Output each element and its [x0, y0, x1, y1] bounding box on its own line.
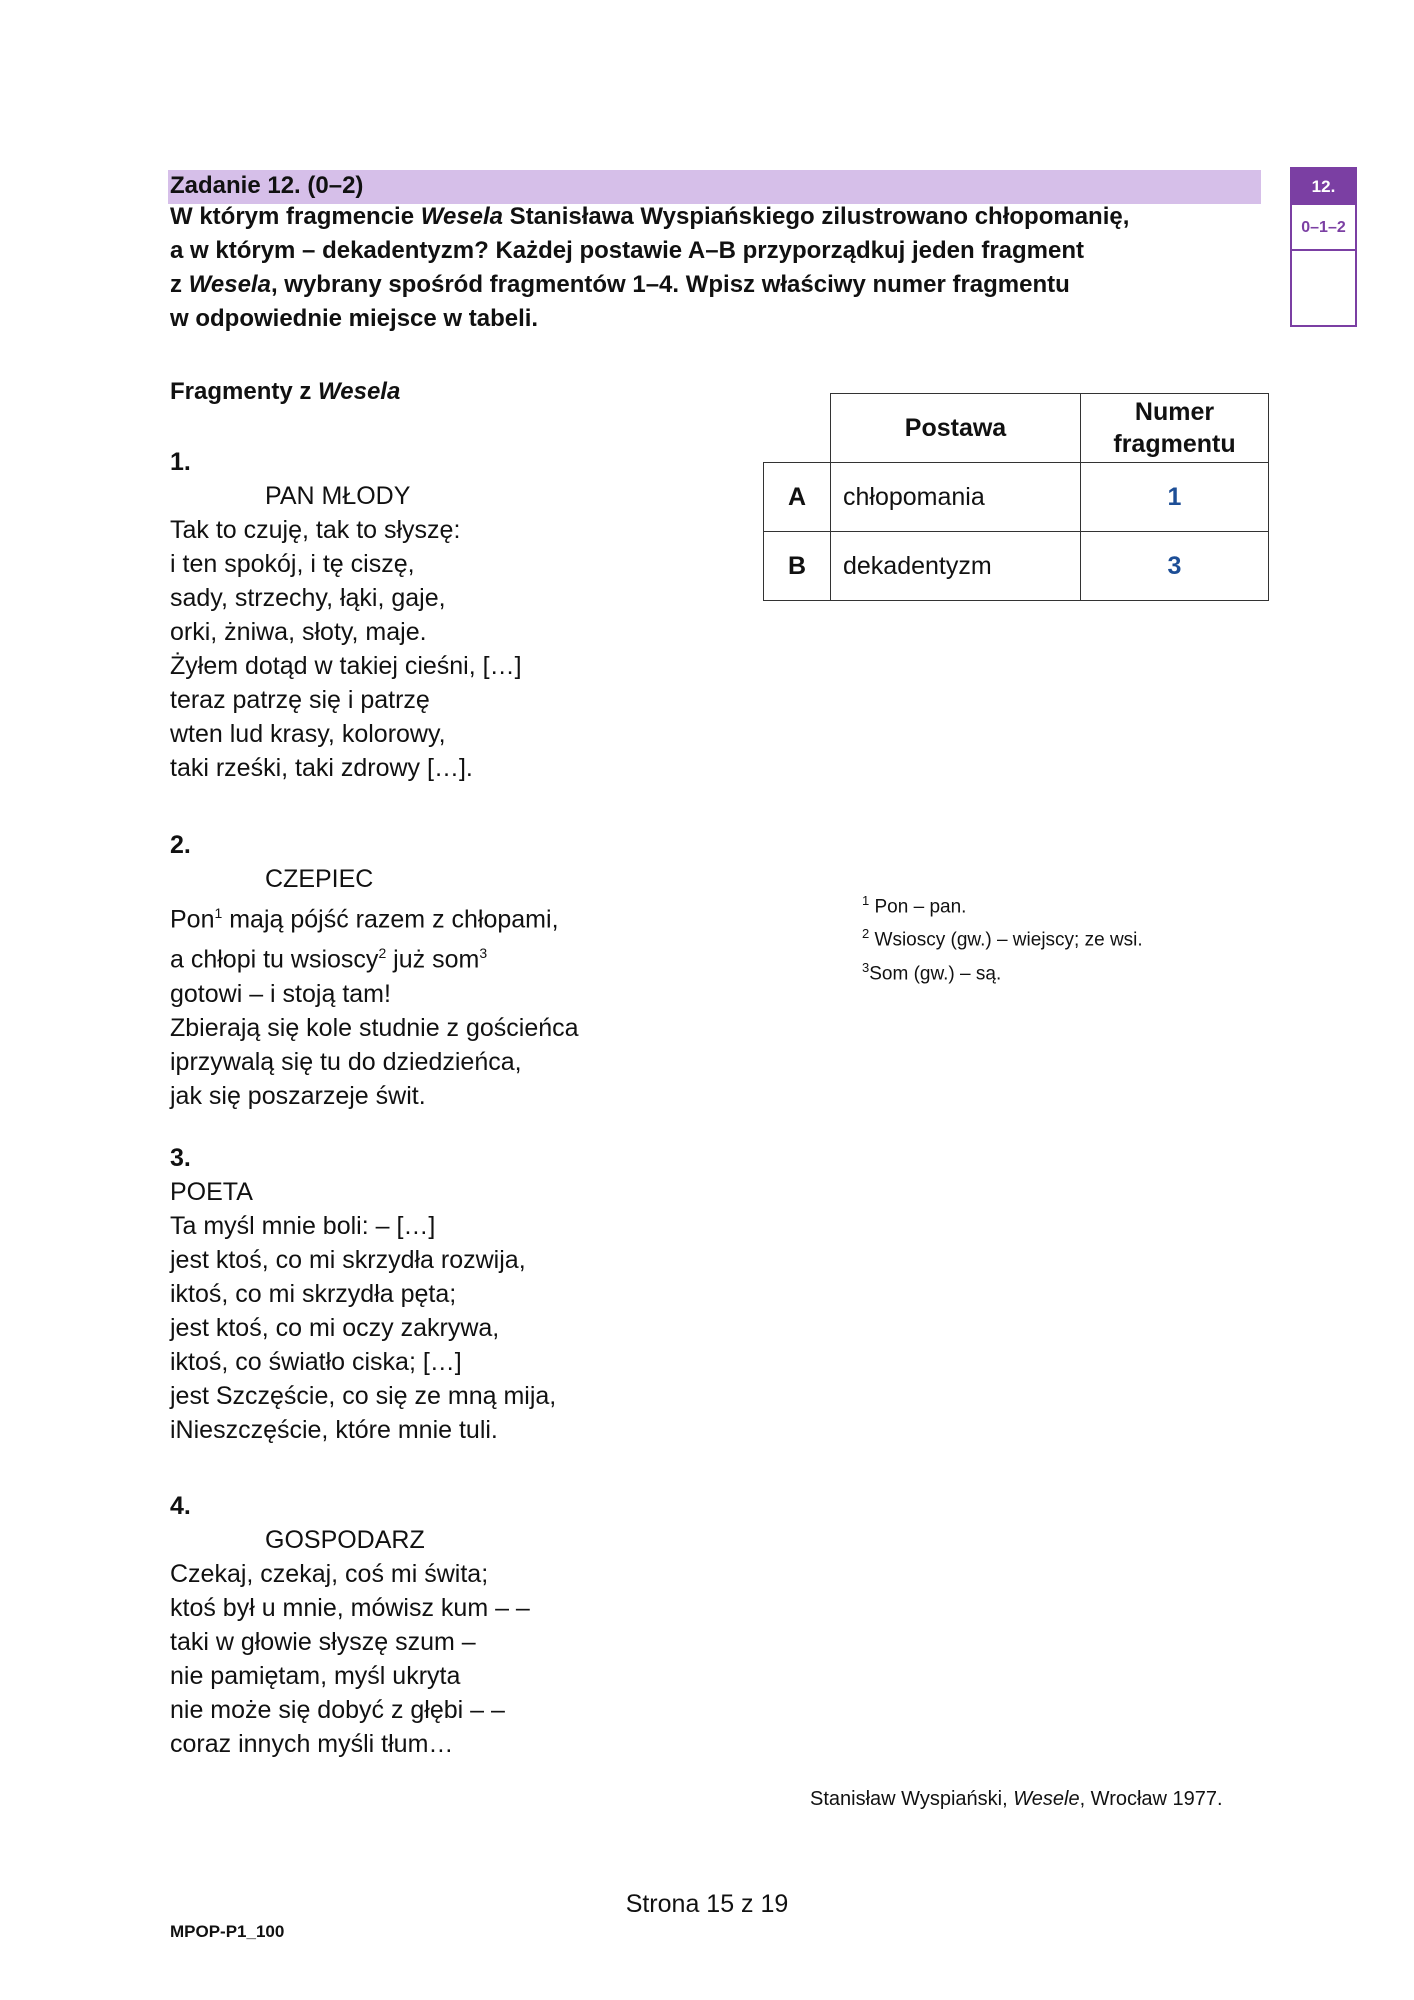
fragment-4: [170, 1489, 770, 1761]
score-box: [1290, 167, 1357, 327]
footnote: $^3$Som (gw.) – są.: [862, 959, 1002, 984]
page-number: Strona 15 z 19: [625, 1890, 789, 1918]
fragment-speaker: CZEPIEC: [265, 865, 374, 893]
fragment-2: [170, 828, 770, 1113]
fragments-heading: Fragmenty z Wesela: [170, 378, 401, 405]
verse-line: ktoś był u mnie, mówisz kum – –: [170, 1594, 530, 1622]
fragment-1: [170, 445, 770, 785]
verse-line: nie pamiętam, myśl ukryta: [170, 1662, 461, 1690]
verse-line: taki w głowie słyszę szum –: [170, 1628, 476, 1656]
verse-line: Zbierają się kole studnie z gościeńca: [170, 1013, 579, 1042]
verse-line: gotowi – i stoją tam!: [170, 979, 391, 1008]
table-row: [764, 532, 1269, 601]
document-code: MPOP-P1_100: [170, 1922, 285, 1941]
fragment-speaker: PAN MŁODY: [265, 482, 411, 510]
header-number: Numer fragmentu: [1081, 394, 1269, 463]
footnote-ref: 2: [378, 945, 387, 962]
verse-line: iNieszczęście, które mnie tuli.: [170, 1416, 498, 1444]
verse-line: Czekaj, czekaj, coś mi świta;: [170, 1560, 489, 1588]
table-row: [764, 463, 1269, 532]
task-instruction: W którym fragmencie Wesela Stanisława Wyspiańskiego zilustrowano chłopomanię, a w którym – dekadentyzm? Każdej postawie A–B przyporządkuj jeden fragment z Wesela, wybrany spośród fragmentów 1–4. Wpisz właściwy numer fragmentu w odpowiednie miejsce w tabeli.: [170, 203, 1130, 332]
verse-line: taki rześki, taki zdrowy […].: [170, 754, 473, 782]
fragment-number: 1.: [170, 448, 191, 476]
row-letter: B: [764, 532, 831, 601]
footnote-ref: 1: [214, 905, 223, 921]
answer-field[interactable]: 1: [1081, 463, 1269, 532]
verse-line: iprzywalą się tu do dziedzieńca,: [170, 1047, 522, 1076]
fragment-speaker: GOSPODARZ: [265, 1526, 425, 1554]
answer-table: [763, 393, 1269, 601]
footnotes: [862, 887, 1143, 987]
verse-line: jest Szczęście, co się ze mną mija,: [170, 1382, 557, 1410]
fragment-number: 2.: [170, 831, 191, 859]
verse-line: iktoś, co mi skrzydła pęta;: [170, 1280, 457, 1308]
verse-line: coraz innych myśli tłum…: [170, 1730, 454, 1758]
answer-field[interactable]: 3: [1081, 532, 1269, 601]
fragment-number: 4.: [170, 1492, 191, 1520]
footnote-ref: 3: [479, 945, 488, 962]
verse-line: Tak to czuję, tak to słyszę:: [170, 516, 461, 544]
verse-line: nie może się dobyć z głębi – –: [170, 1696, 505, 1724]
fragment-3: [170, 1141, 770, 1447]
source-citation: Stanisław Wyspiański, Wesele, Wrocław 1977.: [810, 1788, 1223, 1810]
verse-line: iktoś, co światło ciska; […]: [170, 1348, 462, 1376]
verse-line: jest ktoś, co mi skrzydła rozwija,: [170, 1246, 526, 1274]
fragment-number: 3.: [170, 1144, 191, 1172]
table-header-row: [764, 394, 1269, 463]
row-attitude: chłopomania: [831, 463, 1081, 532]
verse-line: sady, strzechy, łąki, gaje,: [170, 584, 446, 612]
row-attitude: dekadentyzm: [831, 532, 1081, 601]
verse-line: Pon$^1$ mają pójść razem z chłopami,: [170, 905, 559, 934]
row-letter: A: [764, 463, 831, 532]
score-range: 0–1–2: [1292, 205, 1355, 251]
fragment-speaker: POETA: [170, 1178, 253, 1206]
verse-line: orki, żniwa, słoty, maje.: [170, 618, 427, 646]
verse-line: Ta myśl mnie boli: – […]: [170, 1212, 436, 1240]
verse-line: i ten spokój, i tę ciszę,: [170, 550, 415, 578]
footnote: $^2$ Wsioscy (gw.) – wiejscy; ze wsi.: [862, 926, 1143, 951]
verse-line: Żyłem dotąd w takiej cieśni, […]: [170, 652, 522, 680]
verse-line: jak się poszarzeje świt.: [170, 1081, 426, 1110]
verse-line: wten lud krasy, kolorowy,: [170, 720, 446, 748]
verse-line: jest ktoś, co mi oczy zakrywa,: [170, 1314, 500, 1342]
score-task-number: 12.: [1292, 169, 1355, 205]
footnote: $^1$ Pon – pan.: [862, 893, 967, 918]
verse-line: teraz patrzę się i patrzę: [170, 686, 430, 714]
header-attitude: Postawa: [831, 394, 1081, 463]
task-title: Zadanie 12. (0–2): [170, 172, 364, 199]
verse-line: a chłopi tu wsioscy$^2$ już som$^3$: [170, 945, 488, 974]
